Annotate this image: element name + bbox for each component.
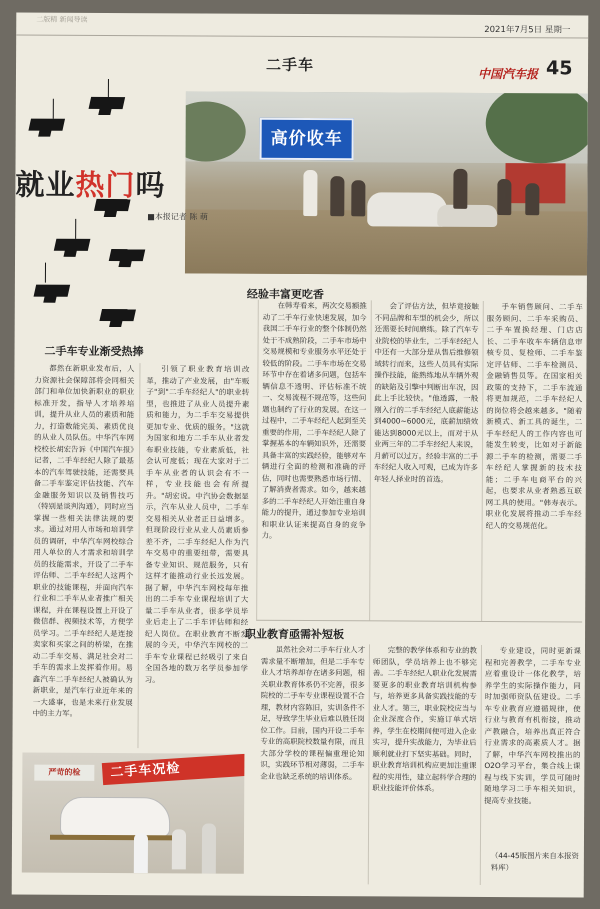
column-divider [256,300,259,620]
cap-tassel [75,219,76,239]
page-number: 45 [545,57,573,80]
worker-figure [172,829,186,869]
person-figure [330,176,344,216]
graduation-cap-icon [89,97,126,109]
section2-text-b: 会了评估方法，但毕竟接触不同品牌和车型的机会少，所以还需要长时间磨练。除了汽车专业院校的毕业生，二手车经纪人中还有一大部分是从售后维修领域转行而来，这些人员具有实际操作技能，能熟练地从车辆外观的缺陷及引擎中判断出车况，因此上手比较快。"他透露，一般刚入行的二手车经纪人底薪能达到4000~6000元，底薪加绩效能达到8000元以上，而对于从业两三年的二手车经纪人来说，月薪可以过万。经验丰富的二手车经纪人收入可观，已成为许多年轻人择业时的首选。 [373,301,479,484]
second-car [437,205,497,227]
flood-photo [185,91,588,275]
section2-text-a: 在韩寿看来，两次交易额推动了二手车行业快速发展，加今我国二手车行业的整个体制仍然处于不成熟阶段，二手车市场中交易规模和专业服务水平还处于较低的阶段。二手车市场在交易环节中存在着诸多问题，包括车辆信息不透明、评估标准不统一、交易流程不规范等，这些问题也制约了行业的发展。在这一过程中，二手车经纪人起到至关重要的作用，二手车经纪人除了掌握基本的车辆知识外，还需要具备丰富的实践经验，能够对车辆进行全面的检测和准确的评估，同时也需要熟悉市场行情、了解消费者需求。如今，越来越多的二手车经纪人开始注重自身能力的提升，通过参加专业培训和职业认证来提高自身的竞争力。 [261,300,367,540]
newspaper-logo: 中国汽车报 [477,66,539,82]
column-divider [137,363,140,748]
person-figure [351,180,365,216]
inspection-banner: 二手车况检 [102,754,245,786]
person-figure [497,179,511,215]
title-suffix: 吗 [135,168,166,203]
person-figure [453,169,467,209]
graduation-cap-icon [28,119,65,131]
section1-column-b [144,363,249,749]
section3-heading: 职业教育亟需补短板 [245,627,345,642]
section2-column-a [261,300,367,611]
person-figure [303,170,317,216]
lifted-car [60,797,170,838]
section3-column-a [260,644,365,885]
section2-column-c [485,301,583,611]
worker-figure [134,833,148,873]
inspection-photo [22,753,245,874]
person-figure [525,183,539,215]
section1-heading: 二手车专业渐受热捧 [44,344,144,359]
graduation-cap-icon [34,285,71,297]
graduation-cap-icon [109,249,146,261]
white-car [367,192,447,226]
graduation-caps [16,13,588,16]
section2-column-b [373,300,479,611]
cap-tassel [45,263,46,283]
graduation-cap-icon [54,239,91,251]
section3-text-c: 专业建设，同时更新课程和完善教学，二手车专业应着重设计一体化教学，培养学生的实际操作能力，同时加强师资队伍建设。二手车专业教育应遵循规律，使行业与教育有机衔接，推动产教融合，培养出真正符合行业需求的高素质人才。据了解，中华汽车网校推出的O2O学习平台，集合线上课程与线下实训，学员可随时随地学习二手车相关知识，提高专业技能。 [484,646,582,805]
issue-date: 2021年7月5日 星期一 [484,24,571,36]
column-divider [481,301,484,621]
section1-text-a: 都然在新职业发布后，人力资源社会保障部将会同相关部门和单位加快新职业的职业标准开发，指导人才培养培训，提升从业人员的素质和能力，打造数能完美、素质优良的从业人员队伍。中华汽车网校校长胡宏告诉《中国汽车报》记者，二手车经纪人除了最基本的汽车驾驶技能，还需要具备二手车鉴定评估技能、汽车金融服务知识以及销售技巧（特别是谈判沟通），同时应当掌握一些相关法律法规的要求。通过对用人市场和培训学员的调研，中华汽车网校综合用人单位的人才需求和培训学员的技能需求，开设了二手车评估师、二手车经纪人这两个职业的技能课程，并面向汽车行业和二手车从业者推广相关课程，并在课程设置上开设了微信群、视频技术等，方便学员学习。二手车经纪人是连接卖家和买家之间的桥梁，在推动二手车交易、满足社会对二手车的需求上发挥着作用。易鑫汽车二手车经纪人被确认为新职业，是汽车行业近年来的一大盛事，也是未来行业发展中的主力军。 [32,363,135,718]
section3-text-b: 完整的教学体系和专业的教师团队，学员培养上也不够完善。二手车经纪人职业化发展需要更多的职业教育培训机构参与，培养更多具备实践技能的专业人才。第三，职业院校应当与企业深度合作，实施订单式培养，学生在校期间便可进入企业实习，提升实战能力，为毕业后顺利就业打下坚实基础。同时，职业教育培训机构应更加注重课程的实用性，建立起科学合理的职业技能评价体系。 [372,645,478,793]
article-title [15,163,165,205]
column-divider [369,300,372,620]
section-title: 二手车 [265,55,315,75]
header-left-text: 二版精 新闻导读 [36,15,88,24]
section2-text-c: 手车销售顾问、二手车服务顾问、二手车采购员、二手车置换经理、门店店长、二手车收车车辆信息审核专员、复检师、二手车鉴定评估师、二手车检测员、金融销售员等。在国家相关政策的支持下，二手车流通将更加规范，二手车经纪人的岗位将会越来越多。"随着新模式、新工具的诞生，二手车经纪人的工作内容也可能发生转变，比如对于新能源二手车的检测，需要二手车经纪人掌握新的技术技能；二手车电商平台的兴起，也要求从业者熟悉互联网工具的使用。"韩寿表示。职业化发展将推动二手车经纪人的交易规范化。 [485,302,583,530]
section3-text-a: 虽然社会对二手车行业人才需求量不断增加，但是二手车专业人才培养却存在诸多问题，相关职业教育体系仍不完善，很多院校的二手车专业课程设置不合理，教材内容陈旧，实训条件不足，导致学生毕业后难以胜任岗位工作。目前，国内开设二手车专业的高职院校数量有限，而且大部分学校的课程偏重理论知识，实践环节相对薄弱，二手车企业也缺乏系统的培训体系。 [260,644,366,781]
section-divider [256,620,582,623]
section3-column-c [484,645,581,845]
cap-tassel [53,99,54,119]
section3-column-b [372,644,477,885]
cap-tassel [108,79,109,99]
worker-figure [202,823,216,873]
column-divider [368,644,370,884]
title-prefix: 就业 [15,167,76,202]
sign-board: 高价收车 [260,118,354,160]
newspaper-page [12,13,589,898]
graduation-cap-icon [99,309,136,321]
column-divider [480,645,482,885]
section2-heading: 经验丰富更吃香 [246,287,324,302]
inspection-sign: 严苛的检 [34,765,94,781]
byline: ■本报记者 陈 萌 [147,212,208,222]
section1-text-b: 引领了职业教育培训改革，推动了产业发展，由"车贩子"到"二手车经纪人"的职业转型，也推进了从业人员提升素质和能力，为二手车交易提供更加专业、优质的服务。"这就为国家和地方二手车从业者发布职业技能，专业素质低，社会认可度低；现在大家对于二手车从业者的认识会有不一样，专业技能也会有所提升。"胡宏说。中汽协会数据显示，汽车从业人员中，二手车交易相关从业者正日益增多。但现阶段行业从业人员素质参差不齐，二手车经纪人作为汽车交易中的重要纽带，需要具备专业知识、规范服务，只有这样才能推动行业长远发展。据了解，中华汽车网校每年推出的二手车专业课程培训了大量二手车从业者，很多学员毕业后走上了二手车评估师和经纪人岗位。在职业教育不断发展的今天，中华汽车网校的二手车专业课程已经吸引了来自全国各地的数万名学员参加学习。 [144,364,250,684]
section1-column-a [32,363,134,749]
title-highlight: 热门 [75,167,136,203]
header-divider [16,35,588,39]
photo-credit: （44-45版图片来自本报资料库） [490,851,579,872]
car-lift [50,835,180,841]
